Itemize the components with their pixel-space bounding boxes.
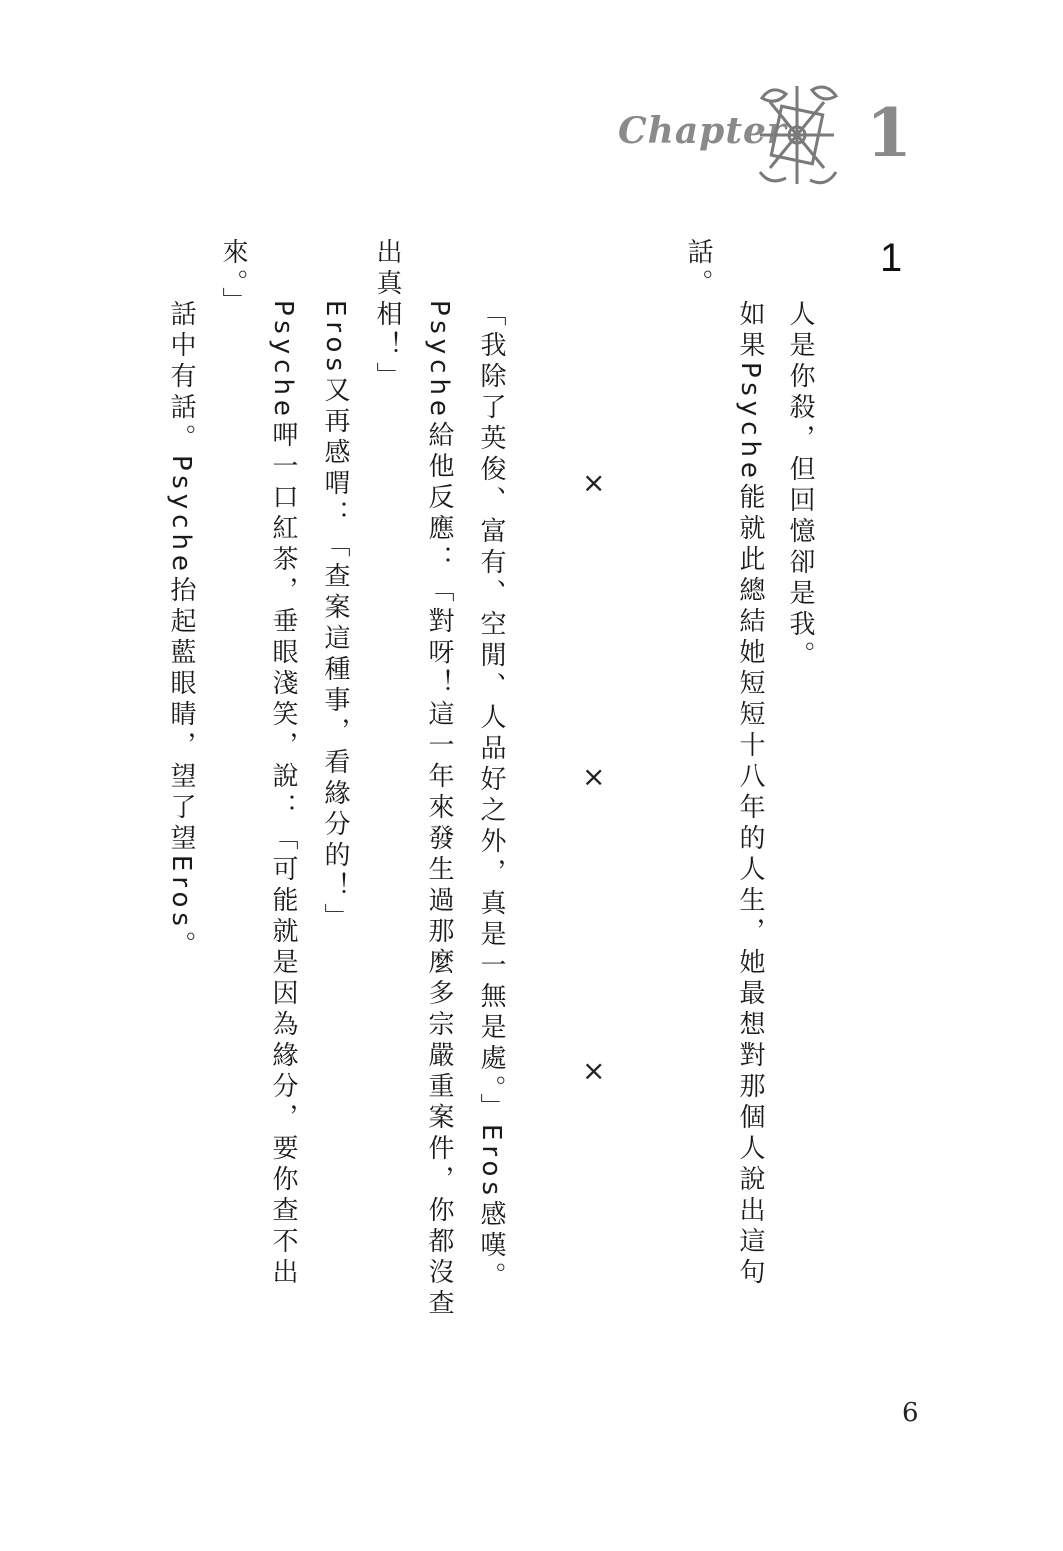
text-column: Eros又再感喟：「查案這種事，看緣分的！」 (320, 300, 350, 934)
text-column: Psyche給他反應：「對呀！這一年來發生過那麼多宗嚴重案件，你都沒查 (424, 300, 454, 1320)
section-separator-mark: × (582, 1054, 606, 1087)
text-column: 來。」 (218, 238, 248, 318)
page-number: 6 (902, 1398, 919, 1428)
chapter-number: 1 (866, 94, 912, 172)
text-column: 如果Psyche能就此總結她短短十八年的人生，她最想對那個人說出這句 (735, 300, 765, 1289)
chapter-word: Chapter (618, 110, 787, 152)
text-column: 「我除了英俊、富有、空閒、人品好之外，真是一無是處。」Eros感嘆。 (476, 300, 506, 1293)
text-column: 人是你殺，但回憶卻是我。 (785, 300, 815, 672)
chapter-header (612, 80, 912, 200)
celtic-ornament-icon (752, 80, 842, 190)
section-separator-mark: × (582, 760, 606, 793)
section-separator-mark: × (582, 466, 606, 499)
text-column: 出真相！」 (372, 238, 402, 393)
section-number: 1 (880, 236, 903, 280)
text-column: 話中有話。Psyche抬起藍眼睛，望了望Eros。 (166, 300, 196, 962)
text-column: 話。 (683, 238, 713, 300)
text-column: Psyche呷一口紅茶，垂眼淺笑，說：「可能就是因為緣分，要你查不出 (268, 300, 298, 1289)
